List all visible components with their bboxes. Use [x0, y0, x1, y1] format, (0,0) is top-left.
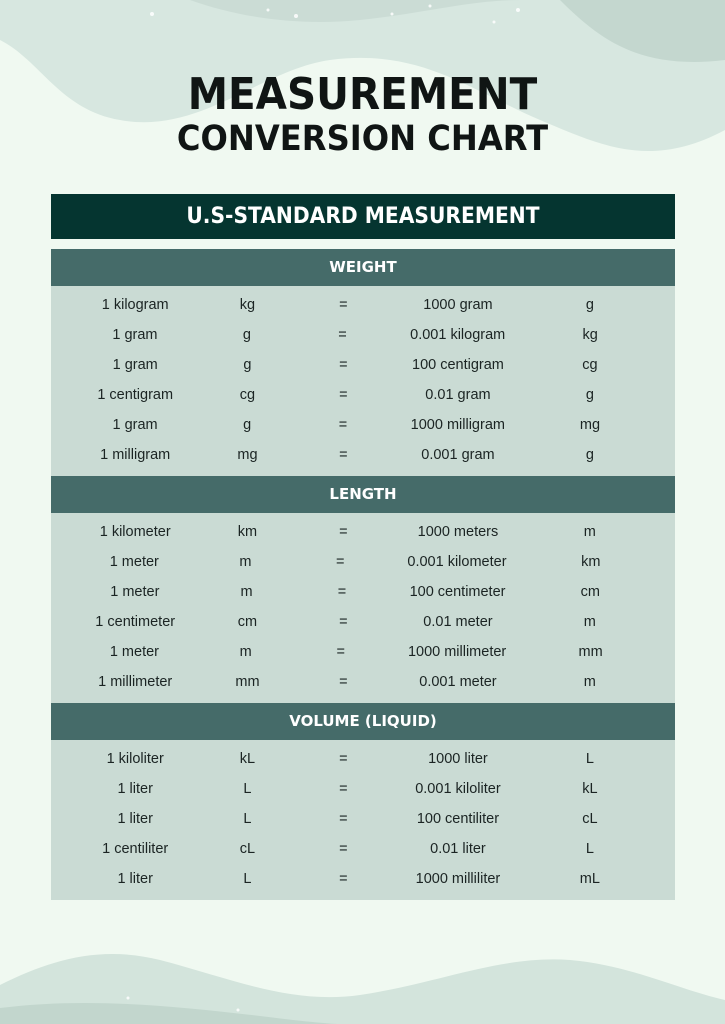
from-value: 1 kilogram — [101, 297, 169, 313]
equals-sign: = — [338, 327, 347, 343]
to-unit: cL — [582, 811, 598, 827]
to-unit: kg — [582, 327, 598, 343]
from-value: 1 meter — [109, 644, 160, 660]
to-value: 1000 meters — [417, 524, 499, 540]
from-unit: cm — [237, 614, 258, 630]
standard-banner — [51, 194, 675, 239]
table-row — [51, 547, 675, 577]
page-subtitle: CONVERSION CHART — [176, 119, 549, 159]
equals-sign: = — [336, 554, 345, 570]
table-row — [51, 350, 675, 380]
to-value: 1000 milligram — [410, 417, 505, 433]
table-row — [51, 440, 675, 470]
from-value: 1 centigram — [97, 387, 174, 403]
to-value: 1000 gram — [423, 297, 493, 313]
section-volume-liquid — [51, 703, 675, 900]
to-unit: m — [583, 674, 596, 690]
table-row — [51, 774, 675, 804]
section-header: LENGTH — [51, 476, 675, 513]
equals-sign: = — [336, 644, 345, 660]
table-row — [51, 637, 675, 667]
from-unit: L — [243, 781, 252, 797]
to-unit: m — [583, 524, 596, 540]
table-row — [51, 290, 675, 320]
equals-sign: = — [339, 871, 348, 887]
equals-sign: = — [338, 417, 348, 433]
to-value: 1000 milliliter — [415, 871, 501, 887]
to-unit: L — [585, 841, 594, 857]
from-value: 1 liter — [117, 811, 153, 827]
to-value: 0.01 gram — [425, 387, 491, 403]
from-value: 1 liter — [117, 781, 153, 797]
from-unit: kg — [239, 297, 256, 313]
equals-sign: = — [339, 811, 348, 827]
from-unit: mm — [235, 674, 260, 690]
to-unit: mm — [578, 644, 603, 660]
from-value: 1 milligram — [100, 447, 171, 463]
from-value: 1 kilometer — [99, 524, 171, 540]
to-value: 0.001 gram — [421, 447, 495, 463]
equals-sign: = — [337, 584, 347, 600]
to-unit: L — [585, 751, 594, 767]
to-unit: cm — [580, 584, 600, 600]
table-row — [51, 804, 675, 834]
from-value: 1 meter — [109, 554, 159, 570]
table-row — [51, 517, 675, 547]
to-unit: cg — [582, 357, 598, 373]
table-row — [51, 380, 675, 410]
from-unit: L — [243, 871, 252, 887]
from-unit: cg — [239, 387, 256, 403]
to-value: 0.001 kilogram — [410, 327, 506, 343]
to-unit: g — [585, 387, 594, 403]
from-unit: L — [243, 811, 252, 827]
equals-sign: = — [339, 387, 348, 403]
equals-sign: = — [339, 447, 348, 463]
to-unit: m — [583, 614, 596, 630]
to-value: 100 centimeter — [409, 584, 506, 600]
table-row — [51, 577, 675, 607]
section-weight — [51, 249, 675, 476]
section-length — [51, 476, 675, 703]
from-unit: g — [243, 417, 252, 433]
from-value: 1 gram — [112, 357, 158, 373]
from-value: 1 gram — [112, 417, 158, 433]
from-unit: cL — [239, 841, 256, 857]
from-unit: m — [239, 644, 252, 660]
to-unit: g — [585, 447, 594, 463]
equals-sign: = — [339, 524, 348, 540]
to-value: 0.01 liter — [430, 841, 486, 857]
to-unit: g — [585, 297, 594, 313]
from-unit: g — [242, 327, 251, 343]
equals-sign: = — [339, 841, 348, 857]
equals-sign: = — [339, 751, 348, 767]
table-row — [51, 834, 675, 864]
from-unit: kL — [239, 751, 256, 767]
to-value: 1000 liter — [428, 751, 488, 767]
from-unit: g — [243, 357, 252, 373]
section-header: WEIGHT — [51, 249, 675, 286]
to-value: 0.001 kilometer — [407, 554, 507, 570]
equals-sign: = — [339, 781, 348, 797]
page-title: MEASUREMENT — [187, 69, 538, 120]
from-value: 1 liter — [117, 871, 153, 887]
equals-sign: = — [339, 357, 348, 373]
section-header: VOLUME (LIQUID) — [51, 703, 675, 740]
table-row — [51, 607, 675, 637]
equals-sign: = — [339, 614, 348, 630]
to-value: 100 centigram — [412, 357, 504, 373]
from-value: 1 kiloliter — [106, 751, 164, 767]
table-row — [51, 410, 675, 440]
table-row — [51, 667, 675, 697]
table-row — [51, 864, 675, 894]
table-row — [51, 320, 675, 350]
to-unit: mL — [579, 871, 600, 887]
section-body — [51, 740, 675, 900]
to-unit: mg — [579, 417, 601, 433]
conversion-table — [51, 249, 675, 900]
from-value: 1 centiliter — [102, 841, 169, 857]
from-unit: m — [239, 554, 252, 570]
to-value: 100 centiliter — [416, 811, 500, 827]
from-value: 1 gram — [112, 327, 158, 343]
to-value: 0.01 meter — [423, 614, 493, 630]
section-body — [51, 286, 675, 476]
from-value: 1 millimeter — [98, 674, 173, 690]
from-unit: mg — [237, 447, 258, 463]
from-value: 1 centimeter — [95, 614, 176, 630]
from-value: 1 meter — [110, 584, 160, 600]
to-unit: kL — [582, 781, 598, 797]
from-unit: km — [237, 524, 258, 540]
equals-sign: = — [339, 674, 348, 690]
equals-sign: = — [339, 297, 348, 313]
from-unit: m — [240, 584, 253, 600]
to-value: 1000 millimeter — [407, 644, 507, 660]
section-body — [51, 513, 675, 703]
to-unit: km — [581, 554, 601, 570]
to-value: 0.001 kiloliter — [415, 781, 501, 797]
table-row — [51, 744, 675, 774]
to-value: 0.001 meter — [419, 674, 497, 690]
standard-banner-label: U.S-STANDARD MEASUREMENT — [186, 204, 540, 229]
